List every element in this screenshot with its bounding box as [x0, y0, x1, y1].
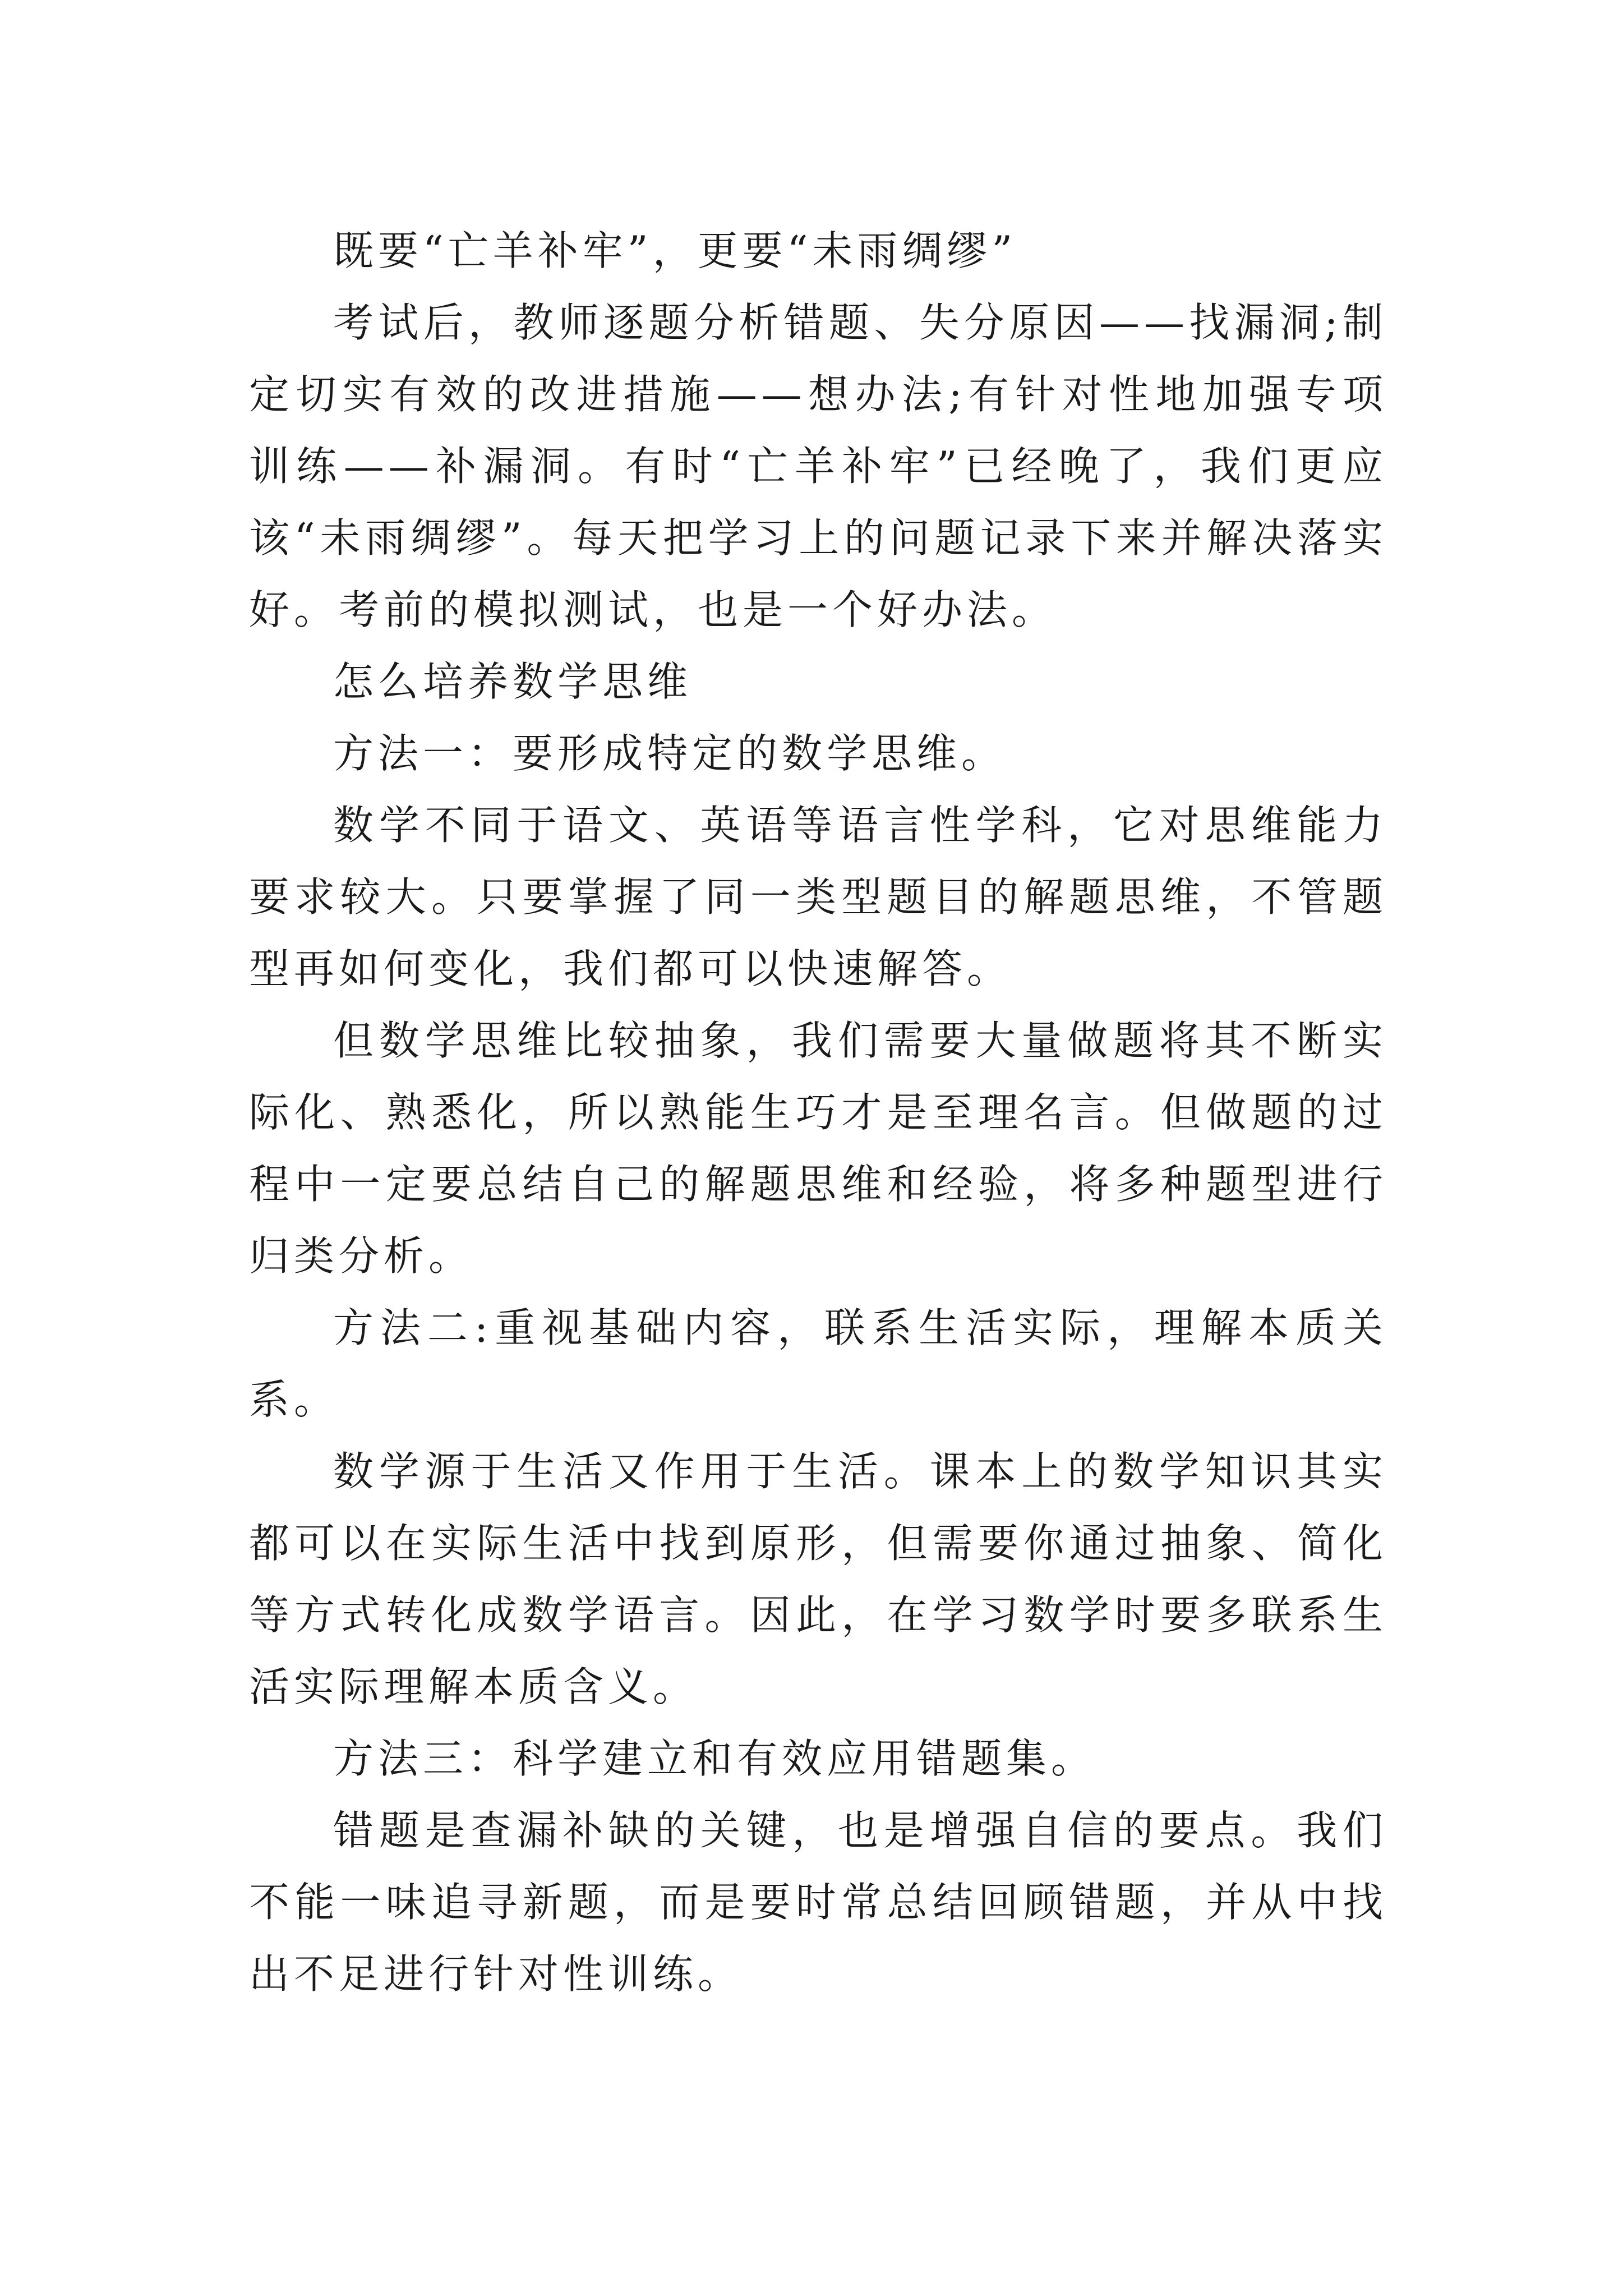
paragraph-exam-review: 考试后，教师逐题分析错题、失分原因——找漏洞;制定切实有效的改进措施——想办法;有针对性地加强专项训练——补漏洞。有时“亡羊补牢”已经晚了，我们更应该“未雨绸缪”。每天把学习上的问题记录下来并解决落实好。考前的模拟测试，也是一个好办法。 — [249, 299, 1387, 633]
paragraph-method-two: 数学源于生活又作用于生活。课本上的数学知识其实都可以在实际生活中找到原形，但需要你通过抽象、简化等方式转化成数学语言。因此，在学习数学时要多联系生活实际理解本质含义。 — [249, 1448, 1387, 1710]
method-three-heading: 方法三：科学建立和有效应用错题集。 — [333, 1735, 1096, 1782]
document-body — [249, 215, 1387, 2010]
paragraph-method-one-intro: 数学不同于语文、英语等语言性学科，它对思维能力要求较大。只要掌握了同一类型题目的解题思维，不管题型再如何变化，我们都可以快速解答。 — [249, 802, 1387, 992]
section-heading-prevention: 既要“亡羊补牢”，更要“未雨绸缪” — [333, 227, 1017, 274]
section-heading-math-thinking: 怎么培养数学思维 — [333, 658, 693, 705]
paragraph-method-one-practice: 但数学思维比较抽象，我们需要大量做题将其不断实际化、熟悉化，所以熟能生巧才是至理名言。但做题的过程中一定要总结自己的解题思维和经验，将多种题型进行归类分析。 — [249, 1017, 1387, 1280]
paragraph-method-three: 错题是查漏补缺的关键，也是增强自信的要点。我们不能一味追寻新题，而是要时常总结回顾错题，并从中找出不足进行针对性训练。 — [249, 1807, 1387, 1998]
method-one-heading: 方法一：要形成特定的数学思维。 — [333, 730, 1007, 777]
method-two-heading: 方法二:重视基础内容，联系生活实际，理解本质关系。 — [249, 1304, 1387, 1423]
